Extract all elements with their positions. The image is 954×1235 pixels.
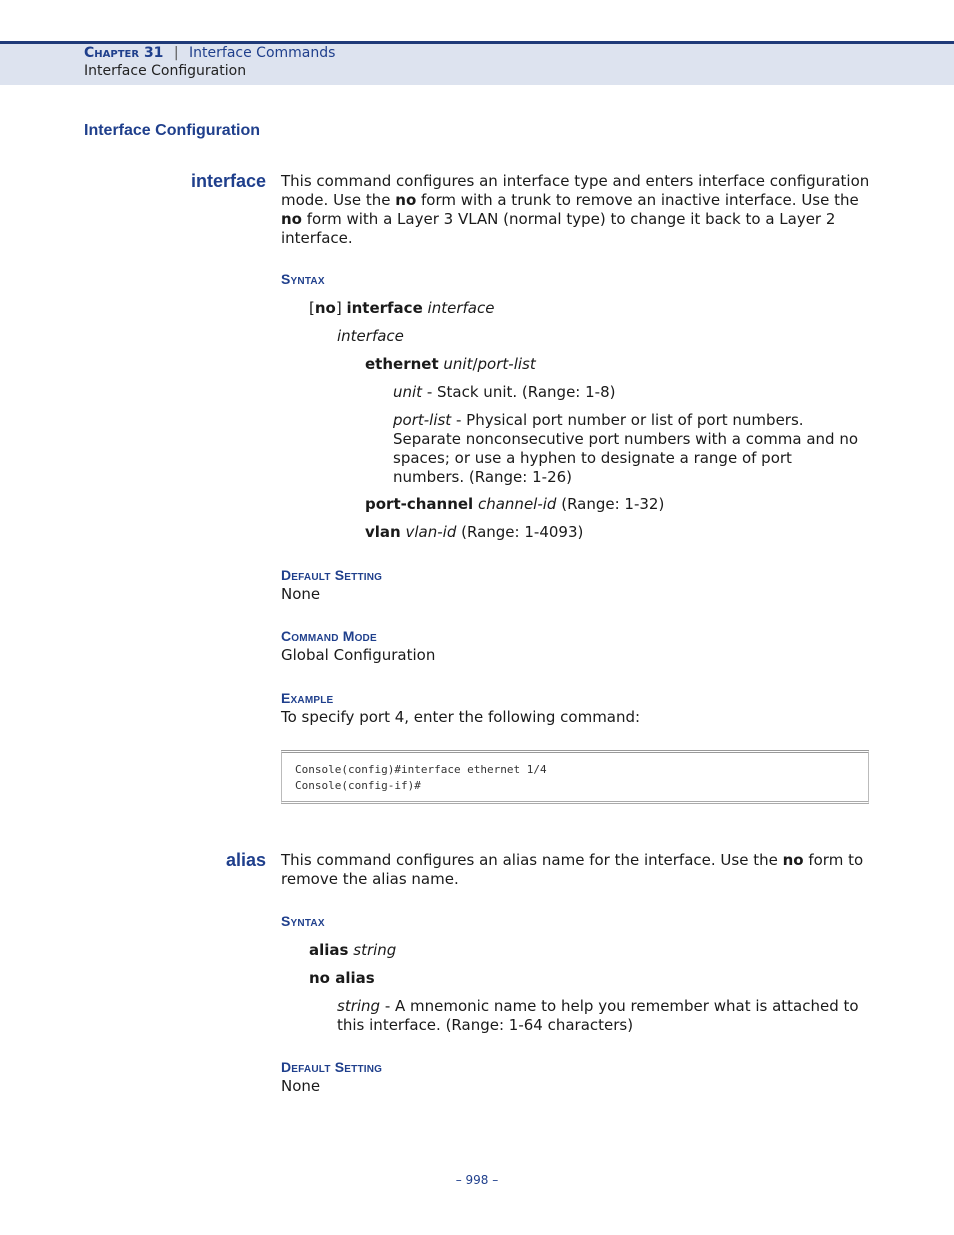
running-header-subtitle: Interface Configuration bbox=[84, 63, 247, 79]
syntax-param: interface bbox=[427, 299, 495, 317]
syntax-heading: Syntax bbox=[281, 271, 325, 287]
chapter-label: Chapter 31 bbox=[84, 45, 164, 61]
default-setting-value: None bbox=[281, 585, 321, 603]
header-separator: | bbox=[173, 45, 179, 61]
desc-no-keyword: no bbox=[281, 210, 302, 228]
example-heading: Example bbox=[281, 690, 334, 706]
syntax-no: no bbox=[314, 299, 336, 317]
option-port-channel bbox=[365, 495, 664, 514]
param-desc: - A mnemonic name to help you remember what is attached to this interface. (Range: 1-64 characters) bbox=[337, 997, 859, 1034]
option-range: (Range: 1-32) bbox=[556, 495, 665, 513]
bracket: [ bbox=[309, 299, 315, 317]
param-name: unit bbox=[393, 383, 423, 401]
syntax-keyword: alias bbox=[309, 941, 349, 959]
bracket: ] bbox=[335, 299, 347, 317]
option-range: (Range: 1-4093) bbox=[456, 523, 584, 541]
option-keyword: ethernet bbox=[365, 355, 439, 373]
desc-text: This command configures an alias name for the interface. Use the bbox=[281, 851, 783, 869]
param-unit bbox=[393, 383, 615, 402]
desc-no-keyword: no bbox=[782, 851, 804, 869]
desc-no-keyword: no bbox=[395, 191, 417, 209]
desc-text: form to remove the alias name. bbox=[281, 851, 864, 888]
option-arg: port-list bbox=[477, 355, 536, 373]
option-vlan bbox=[365, 523, 583, 542]
option-arg: unit bbox=[443, 355, 473, 373]
default-setting-heading: Default Setting bbox=[281, 567, 383, 583]
desc-text: form with a trunk to remove an inactive interface. Use the bbox=[416, 191, 859, 209]
interface-description bbox=[281, 172, 871, 248]
syntax-no-alias bbox=[309, 969, 375, 988]
running-header-chapter bbox=[84, 45, 335, 61]
desc-text: form with a Layer 3 VLAN (normal type) to change it back to a Layer 2 interface. bbox=[281, 210, 836, 247]
example-text: To specify port 4, enter the following command: bbox=[281, 708, 641, 726]
chapter-title: Interface Commands bbox=[189, 45, 336, 61]
option-arg: vlan-id bbox=[405, 523, 457, 541]
syntax-keyword: interface bbox=[346, 299, 423, 317]
param-desc: - Stack unit. (Range: 1-8) bbox=[422, 383, 616, 401]
syntax-line bbox=[309, 299, 494, 318]
slash: / bbox=[472, 355, 478, 373]
command-name-interface: interface bbox=[190, 171, 266, 191]
param-name: port-list bbox=[393, 411, 452, 429]
command-mode-heading: Command Mode bbox=[281, 628, 377, 644]
command-mode-value: Global Configuration bbox=[281, 646, 436, 664]
param-desc: - Physical port number or list of port numbers. Separate nonconsecutive port numbers with a comma and no spaces; or use a hyphen to designate a range of port numbers. (Range: 1-26) bbox=[393, 411, 859, 486]
default-setting-value: None bbox=[281, 1077, 321, 1095]
param-interface bbox=[337, 327, 404, 346]
param-string bbox=[337, 997, 867, 1035]
syntax-keyword: no alias bbox=[309, 969, 375, 987]
default-setting-heading: Default Setting bbox=[281, 1059, 383, 1075]
syntax-param: string bbox=[353, 941, 397, 959]
syntax-heading: Syntax bbox=[281, 913, 325, 929]
code-example-box bbox=[281, 750, 869, 804]
page-number: – 998 – bbox=[455, 1173, 499, 1187]
code-line: Console(config)#interface ethernet 1/4 bbox=[295, 763, 547, 776]
alias-description bbox=[281, 851, 871, 889]
desc-text: This command configures an interface type and enters interface configuration mode. Use the bbox=[281, 172, 870, 209]
option-ethernet bbox=[365, 355, 536, 374]
command-name-alias: alias bbox=[225, 850, 266, 870]
param-name: interface bbox=[337, 327, 404, 345]
param-port-list bbox=[393, 411, 863, 487]
section-title: Interface Configuration bbox=[84, 122, 261, 139]
param-name: string bbox=[337, 997, 381, 1015]
syntax-alias bbox=[309, 941, 396, 960]
option-keyword: vlan bbox=[365, 523, 401, 541]
option-keyword: port-channel bbox=[365, 495, 474, 513]
code-line: Console(config-if)# bbox=[295, 779, 421, 792]
option-arg: channel-id bbox=[477, 495, 557, 513]
